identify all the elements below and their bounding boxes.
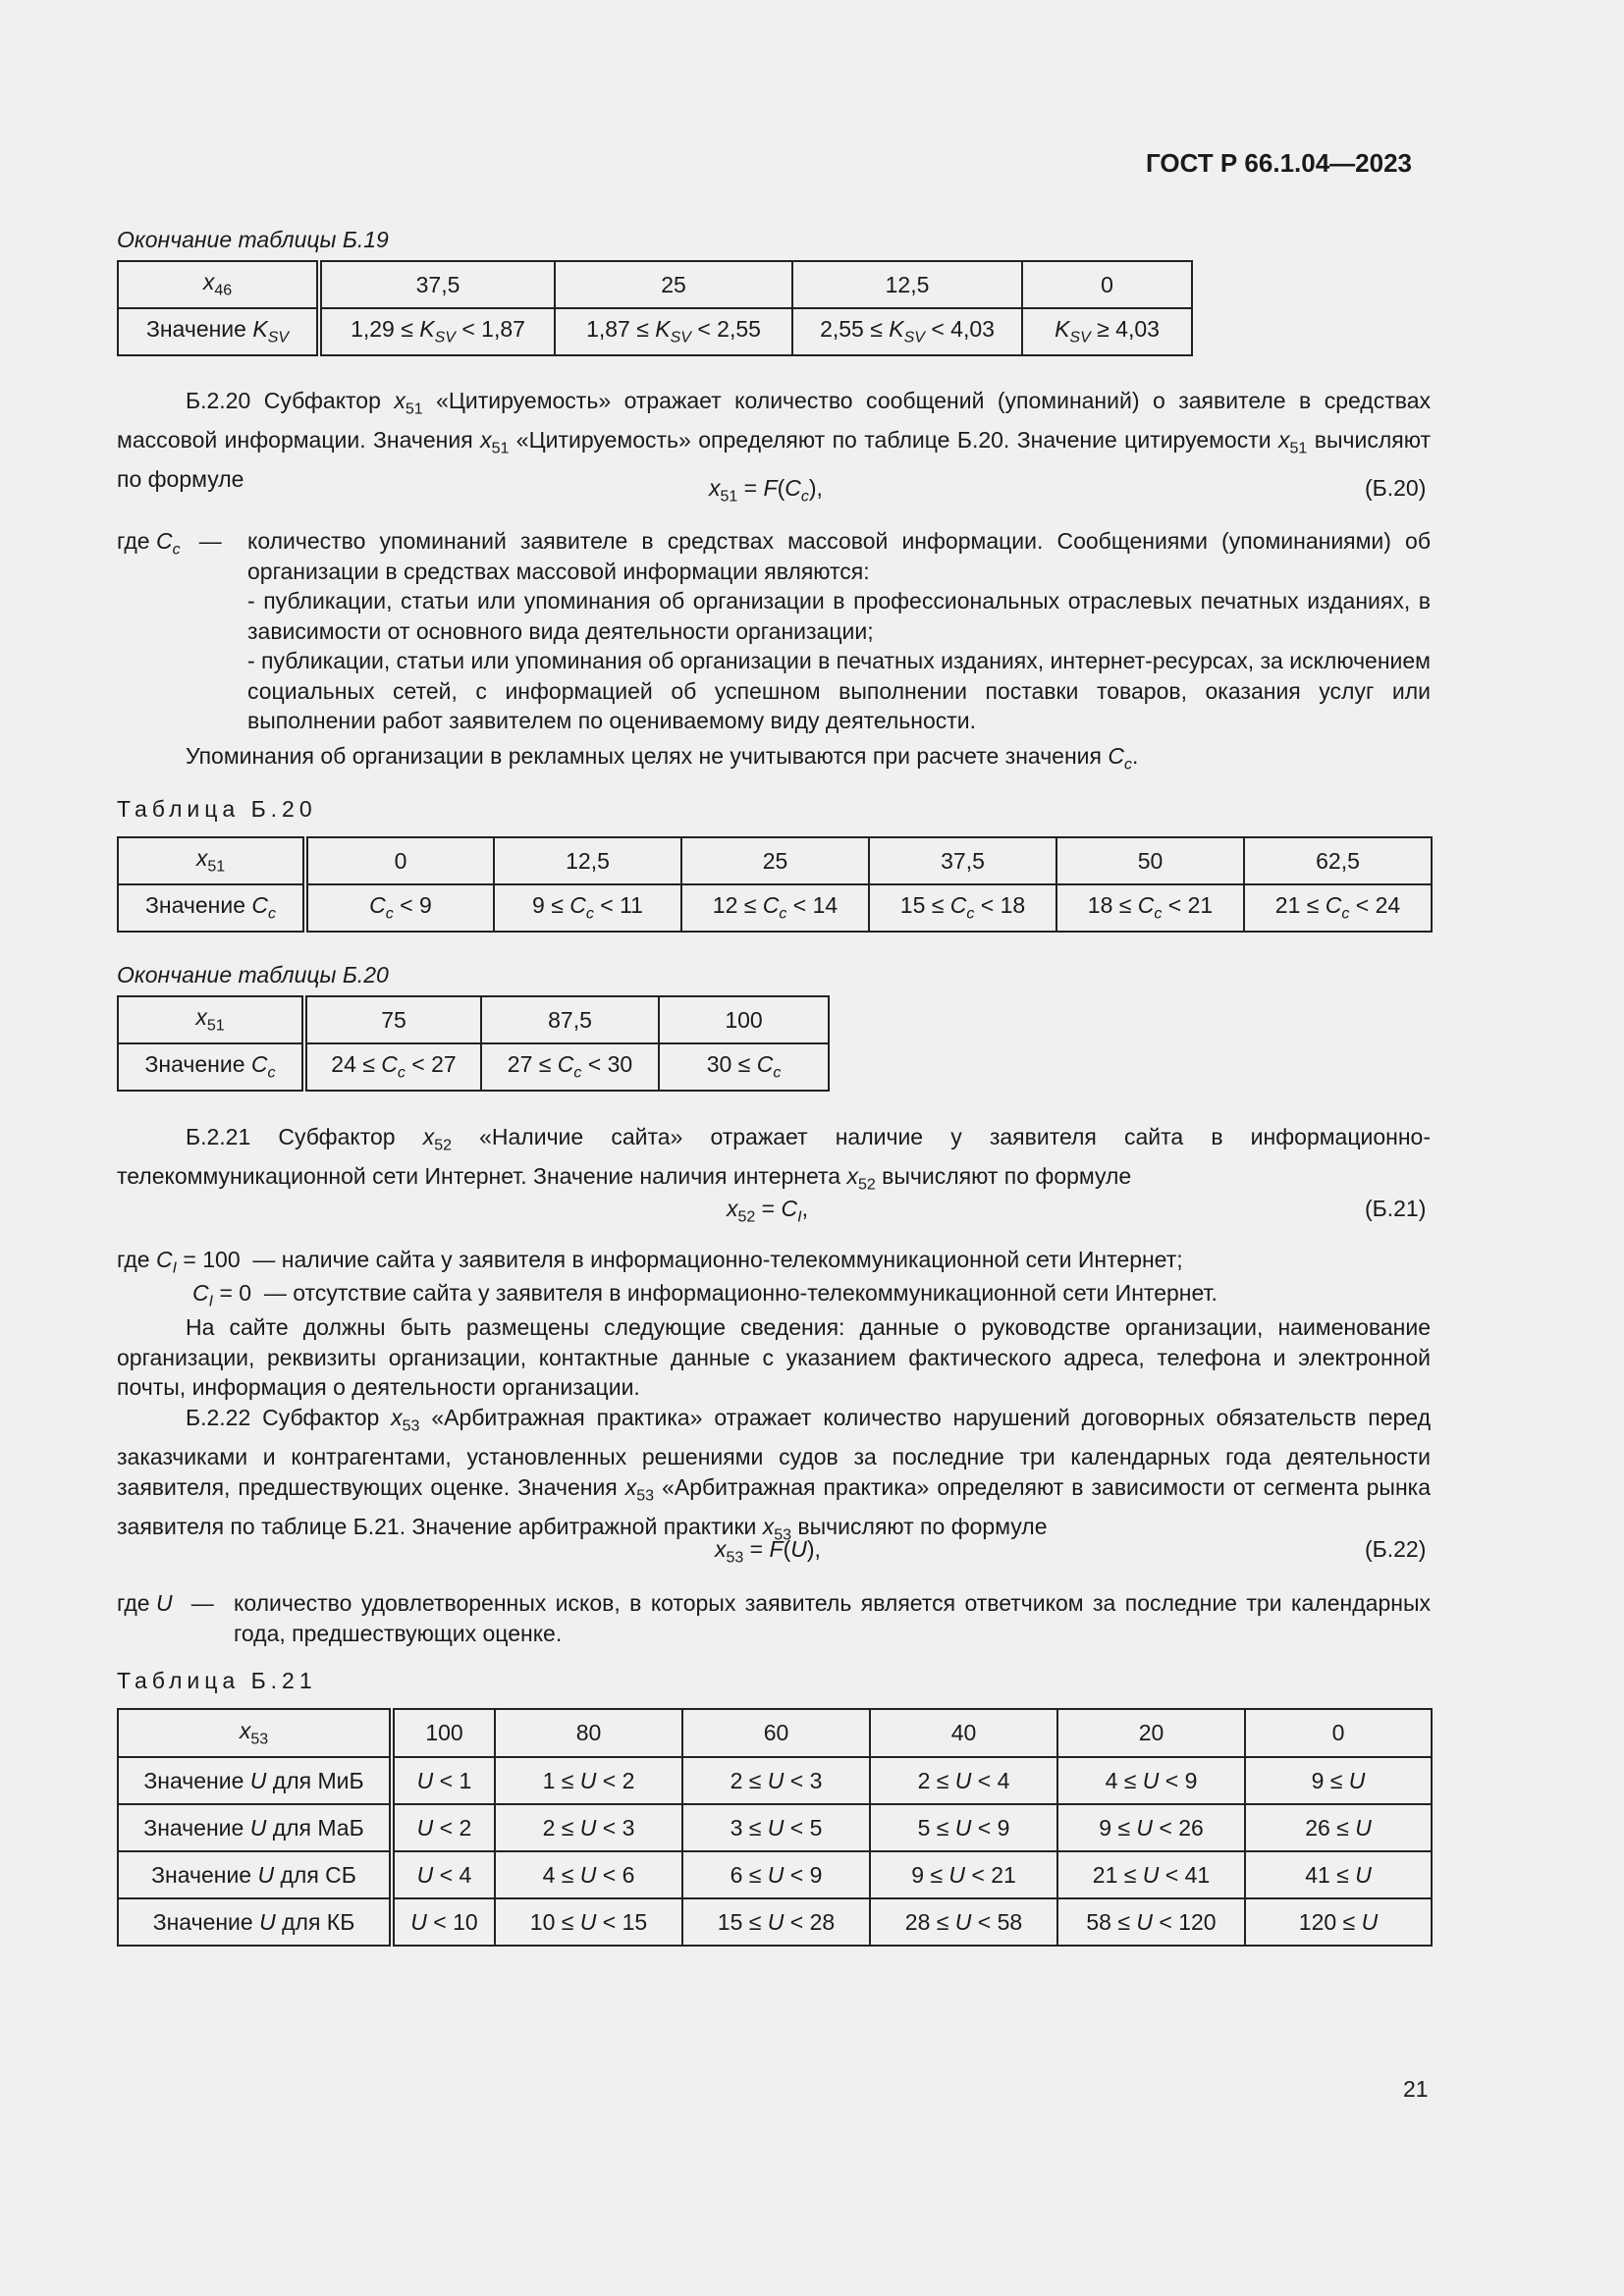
- table-cell: 40: [870, 1709, 1057, 1757]
- table-cell: 25: [681, 837, 869, 884]
- table-cell: Значение $C_c$: [118, 1043, 304, 1091]
- where-label: где $C_c$ —: [117, 528, 222, 559]
- table-cell: Значение $K_{SV}$: [118, 308, 319, 355]
- table-cell: 9 ≤ U < 26: [1057, 1804, 1245, 1851]
- table-cell: $x_{53}$: [118, 1709, 392, 1757]
- table-row: [118, 1898, 1432, 1946]
- table-row: [118, 1709, 1432, 1757]
- where-item-ci-0: $C_I = 0$ — отсутствие сайта у заявителя в информационно-телекоммуникационной сети Интернет.: [192, 1280, 1218, 1310]
- table-cell: 5 ≤ U < 9: [870, 1804, 1057, 1851]
- table-cell: $30 \le C_c$: [659, 1043, 829, 1091]
- table-cell: 41 ≤ U: [1245, 1851, 1432, 1898]
- table-cell: 0: [305, 837, 494, 884]
- table-cell: $27 \le C_c < 30$: [481, 1043, 659, 1091]
- table-cell: $24 \le C_c < 27$: [304, 1043, 481, 1091]
- table-cell: 75: [304, 996, 481, 1043]
- where-label: где U —: [117, 1590, 214, 1616]
- table-cell: Значение U для МаБ: [118, 1804, 392, 1851]
- table-cell: 37,5: [319, 261, 555, 308]
- table-cell: $2,55 \le K_{SV} < 4,03$: [792, 308, 1022, 355]
- paragraph-b2-21: Б.2.21 Субфактор $x_{52}$ «Наличие сайта» отражает наличие у заявителя сайта в информационно-телекоммуникационной сети Интернет. Значение наличия интернета $x_{52}$ вычисляют по формуле: [117, 1124, 1431, 1194]
- table-cell: 9 ≤ U < 21: [870, 1851, 1057, 1898]
- table-b20: [117, 836, 1433, 933]
- table-cell: U < 10: [392, 1898, 495, 1946]
- table-b20-caption: Таблица Б.20: [117, 796, 317, 822]
- table-cell: 6 ≤ U < 9: [682, 1851, 870, 1898]
- formula-b22: $x_{53} = F(U)$,: [715, 1536, 821, 1567]
- table-cell: 50: [1056, 837, 1244, 884]
- table-b21: [117, 1708, 1433, 1947]
- where-item-ci-100: где $C_I = 100$ — наличие сайта у заявителя в информационно-телекоммуникационной сети Интернет;: [117, 1247, 1183, 1277]
- table-cell: 12,5: [494, 837, 681, 884]
- formula-b21: $x_{52} = C_I$,: [727, 1196, 808, 1226]
- table-cell: 20: [1057, 1709, 1245, 1757]
- table-cell: $1,87 \le K_{SV} < 2,55$: [555, 308, 792, 355]
- table-row: [118, 1043, 829, 1091]
- table-cell: 25: [555, 261, 792, 308]
- table-cell: 37,5: [869, 837, 1056, 884]
- table-cell: Значение $C_c$: [118, 884, 305, 932]
- table-cell: $18 \le C_c < 21$: [1056, 884, 1244, 932]
- table-row: [118, 1804, 1432, 1851]
- paragraph-b2-22: Б.2.22 Субфактор $x_{53}$ «Арбитражная практика» отражает количество нарушений договорных обязательств перед заказчиками и контрагентами, установленных решениями судов за последние три календарных года деятельности заявителя, предшествующих оценке. Значения $x_{53}$ «Арбитражная практика» определяют в зависимости от сегмента рынка заявителя по таблице Б.21. Значение арбитражной практики $x_{53}$ вычисляют по формуле: [117, 1405, 1432, 1544]
- table-cell: 1 ≤ U < 2: [495, 1757, 682, 1804]
- table-cell: Значение U для КБ: [118, 1898, 392, 1946]
- table-row: [118, 261, 1192, 308]
- table-cell: U < 2: [392, 1804, 495, 1851]
- document-id: ГОСТ Р 66.1.04—2023: [1146, 148, 1413, 178]
- table-cell: $1,29 \le K_{SV} < 1,87$: [319, 308, 555, 355]
- table-cell: 3 ≤ U < 5: [682, 1804, 870, 1851]
- table-b21-caption: Таблица Б.21: [117, 1668, 317, 1693]
- table-cell: 21 ≤ U < 41: [1057, 1851, 1245, 1898]
- table-row: [118, 837, 1432, 884]
- table-cell: $21 \le C_c < 24$: [1244, 884, 1432, 932]
- table-b19-caption: Окончание таблицы Б.19: [117, 227, 389, 252]
- table-cell: 80: [495, 1709, 682, 1757]
- table-cell: 9 ≤ U: [1245, 1757, 1432, 1804]
- table-cell: 26 ≤ U: [1245, 1804, 1432, 1851]
- table-cell: $x_{46}$: [118, 261, 319, 308]
- table-cell: U < 4: [392, 1851, 495, 1898]
- table-cell: 100: [392, 1709, 495, 1757]
- where-text: количество удовлетворенных исков, в которых заявитель является ответчиком за последние три календарных года, предшествующих оценке.: [234, 1590, 1431, 1646]
- bullet-item: - публикации, статьи или упоминания об организации в печатных изданиях, интернет-ресурсах, за исключением социальных сетей, с информацией об успешном выполнении поставки товаров, оказания услуг или выполнении работ заявителем по оцениваемому виду деятельности.: [247, 648, 1431, 733]
- table-cell: Значение U для МиБ: [118, 1757, 392, 1804]
- table-cell: $15 \le C_c < 18$: [869, 884, 1056, 932]
- table-cell: 2 ≤ U < 3: [495, 1804, 682, 1851]
- formula-b20: $x_{51} = F(C_c)$,: [709, 475, 823, 506]
- table-cell: 2 ≤ U < 4: [870, 1757, 1057, 1804]
- equation-number-b21: (Б.21): [1365, 1196, 1427, 1221]
- table-cell: 0: [1245, 1709, 1432, 1757]
- table-cell: 15 ≤ U < 28: [682, 1898, 870, 1946]
- paragraph-site-info: На сайте должны быть размещены следующие сведения: данные о руководстве организации, наименование организации, реквизиты организации, контактные данные с указанием фактического адреса, телефона и электронной почты, информация о деятельности организации.: [117, 1314, 1431, 1400]
- table-cell: 4 ≤ U < 6: [495, 1851, 682, 1898]
- table-cell: $12 \le C_c < 14$: [681, 884, 869, 932]
- table-cell: $K_{SV} \ge 4,03$: [1022, 308, 1192, 355]
- table-cell: Значение U для СБ: [118, 1851, 392, 1898]
- where-text: количество упоминаний заявителе в средствах массовой информации. Сообщениями (упоминаниями) об организации в средствах массовой информации являются:: [247, 528, 1431, 584]
- table-row: [118, 1851, 1432, 1898]
- table-cell: $C_c < 9$: [305, 884, 494, 932]
- table-cell: 28 ≤ U < 58: [870, 1898, 1057, 1946]
- equation-number-b20: (Б.20): [1365, 475, 1427, 501]
- table-cell: $x_{51}$: [118, 996, 304, 1043]
- table-row: [118, 1757, 1432, 1804]
- note-text: Упоминания об организации в рекламных целях не учитываются при расчете значения $C_c$.: [186, 743, 1139, 774]
- bullet-item: - публикации, статьи или упоминания об организации в профессиональных отраслевых печатных изданиях, в зависимости от основного вида деятельности организации;: [247, 588, 1431, 644]
- table-cell: 60: [682, 1709, 870, 1757]
- table-cell: $x_{51}$: [118, 837, 305, 884]
- table-cell: 100: [659, 996, 829, 1043]
- table-cell: 2 ≤ U < 3: [682, 1757, 870, 1804]
- table-cell: U < 1: [392, 1757, 495, 1804]
- table-cell: 120 ≤ U: [1245, 1898, 1432, 1946]
- table-b20-end-caption: Окончание таблицы Б.20: [117, 962, 389, 988]
- table-cell: 62,5: [1244, 837, 1432, 884]
- page-number: 21: [1403, 2076, 1429, 2102]
- table-cell: 12,5: [792, 261, 1022, 308]
- table-b19: [117, 260, 1193, 356]
- equation-number-b22: (Б.22): [1365, 1536, 1427, 1562]
- where-block-u: [117, 1588, 1431, 1649]
- table-cell: 0: [1022, 261, 1192, 308]
- table-b20-end: [117, 995, 830, 1092]
- table-cell: 10 ≤ U < 15: [495, 1898, 682, 1946]
- paragraph-b2-20: Б.2.20 Субфактор $x_{51}$ «Цитируемость» отражает количество сообщений (упоминаний) о заявителе в средствах массовой информации. Значения $x_{51}$ «Цитируемость» определяют по таблице Б.20. Значение цитируемости $x_{51}$ вычисляют по формуле: [117, 388, 1431, 493]
- table-cell: $9 \le C_c < 11$: [494, 884, 681, 932]
- table-row: [118, 996, 829, 1043]
- table-cell: 58 ≤ U < 120: [1057, 1898, 1245, 1946]
- table-cell: 87,5: [481, 996, 659, 1043]
- where-block-cc: [117, 526, 1431, 772]
- table-row: [118, 308, 1192, 355]
- table-row: [118, 884, 1432, 932]
- table-cell: 4 ≤ U < 9: [1057, 1757, 1245, 1804]
